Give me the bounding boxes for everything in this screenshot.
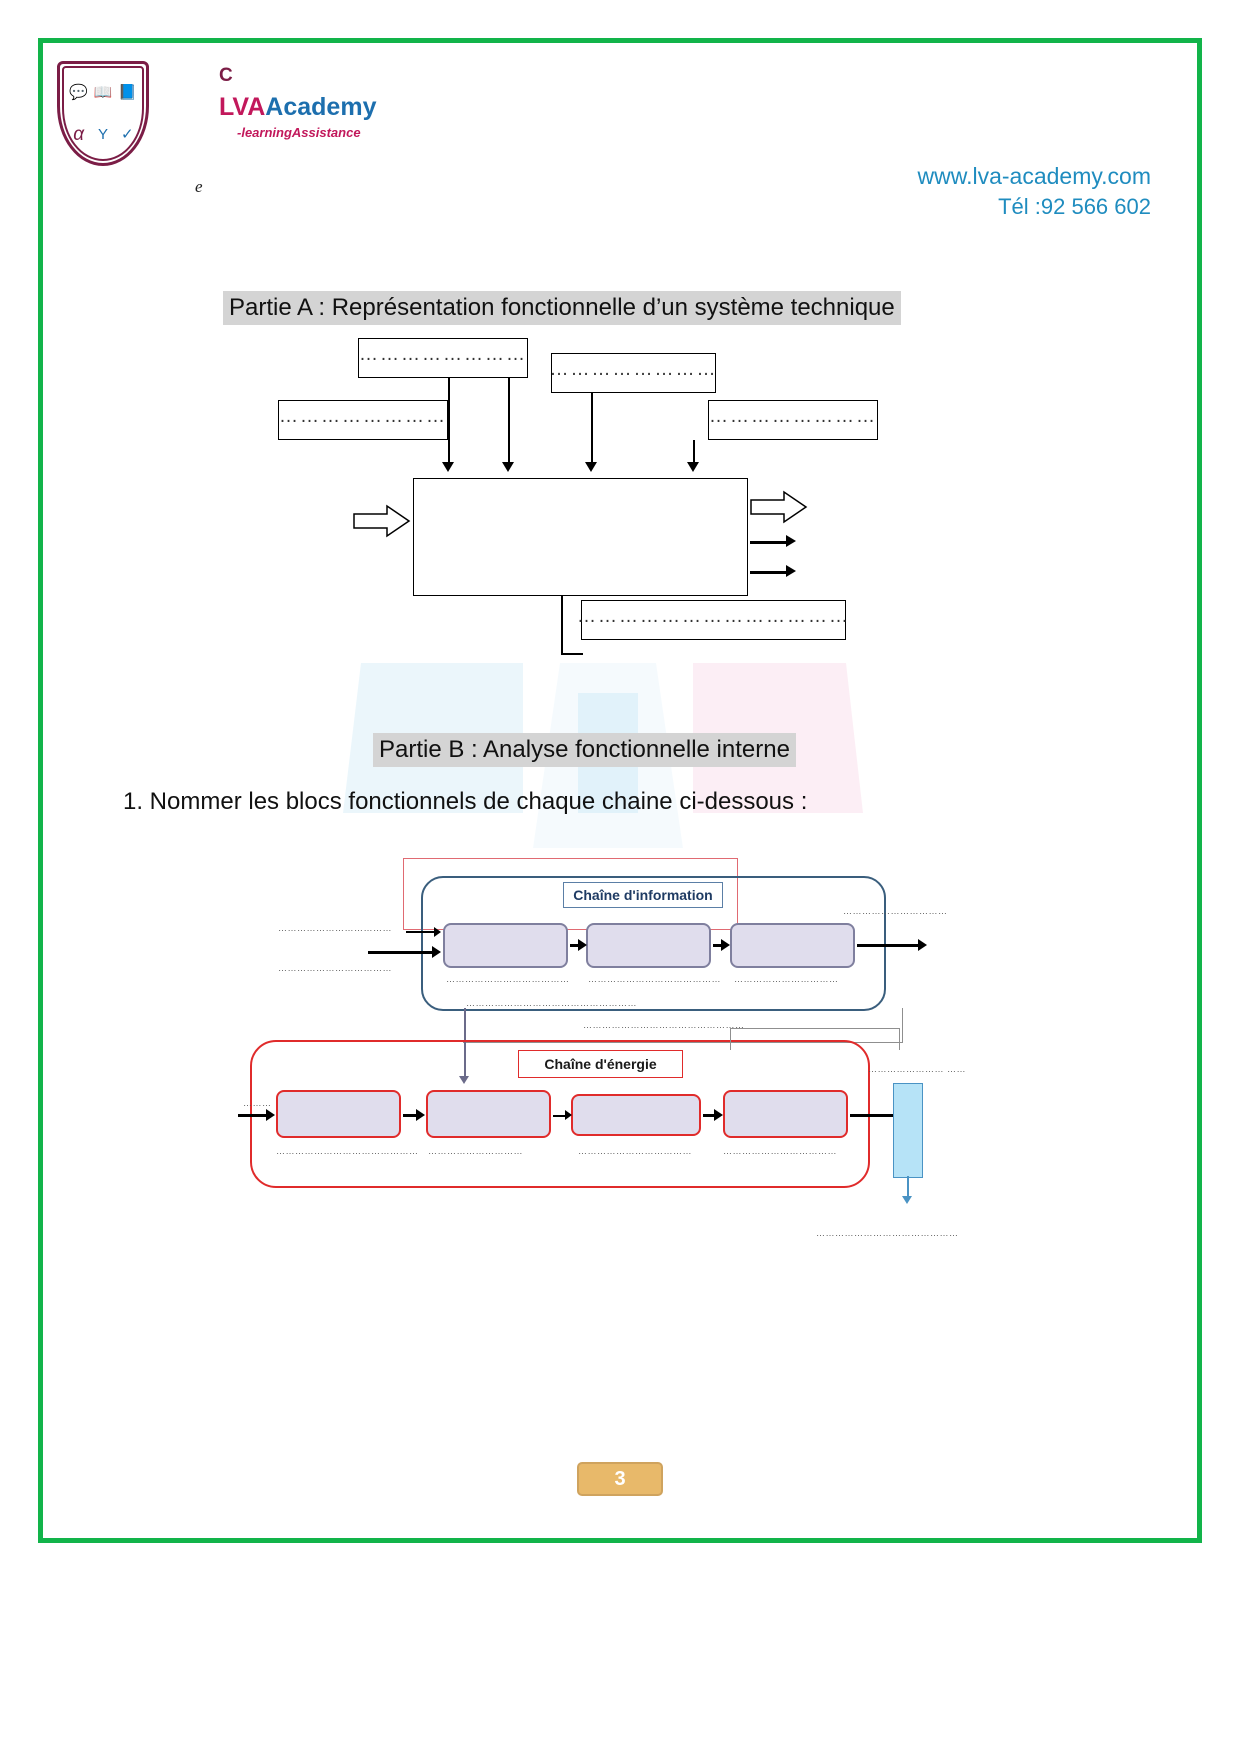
brand-e-letter: e [195, 177, 203, 196]
energy-block-1[interactable] [276, 1090, 401, 1138]
brand-tagline: -learningAssistance [237, 125, 361, 140]
info-arrow-in-bottom-head [432, 946, 441, 958]
info-block-1[interactable] [443, 923, 568, 968]
energy-block-3-caption: ……………………………… [578, 1146, 692, 1156]
energy-to-info-loop [730, 1028, 900, 1050]
energy-block-1-caption: ……………………………………… [276, 1146, 419, 1156]
energy-block-2-caption: ………………………… [428, 1146, 523, 1156]
info-block-2[interactable] [586, 923, 711, 968]
part-b-title-wrap [373, 733, 796, 767]
info-arrow-in-top [406, 931, 436, 933]
info-arrow-in-bottom [368, 951, 436, 954]
connector-arrow-4 [687, 462, 699, 472]
energy-input-dots: ……… [243, 1098, 272, 1108]
info-block-3-caption: …………………………… [734, 974, 839, 984]
chain-information-label: Chaîne d'information [563, 882, 723, 908]
connector-arrow-3 [585, 462, 597, 472]
output-arrow-3 [786, 565, 796, 577]
info-block-1-caption: ………………………………… [446, 974, 570, 984]
question-1-text: 1. Nommer les blocs fonctionnels de chaque chaine ci-dessous : [123, 788, 808, 815]
quote-icon: 💬 [69, 84, 88, 101]
output-arrow-2 [786, 535, 796, 547]
output-line-2 [750, 541, 788, 544]
energy-arrow-in-head [266, 1109, 275, 1121]
info-block-2-caption: …………………………………… [588, 974, 721, 984]
info-arrow-out-head [918, 939, 927, 951]
energy-arrow-3-4-head [714, 1109, 723, 1121]
bottom-connector-horizontal [561, 653, 583, 655]
input-box-top-mid[interactable]: …………………… [551, 353, 716, 393]
info-input-dots-bottom: ……………………………… [278, 963, 392, 973]
output-box-bottom[interactable]: ………………………………… [581, 600, 846, 640]
connector-line-1 [448, 378, 450, 468]
energy-block-4-caption: ……………………………… [723, 1146, 837, 1156]
info-lower-caption: …………………………………………… [583, 1020, 745, 1030]
energy-block-2[interactable] [426, 1090, 551, 1138]
actuator-output-arrow [902, 1196, 912, 1204]
actuator-output-line [907, 1176, 909, 1198]
actuator-block[interactable] [893, 1083, 923, 1178]
info-arrow-1-2-head [578, 939, 587, 951]
input-flow-arrow [353, 504, 411, 538]
contact-info [918, 161, 1151, 222]
info-output-dots: …………………………… [843, 906, 948, 916]
connector-line-2 [508, 378, 510, 468]
page-header [43, 43, 1197, 228]
part-b-title: Partie B : Analyse fonctionnelle interne [373, 733, 796, 767]
energy-block-4[interactable] [723, 1090, 848, 1138]
output-flow-arrow [750, 490, 808, 524]
phone-number: Tél :92 566 602 [998, 194, 1151, 220]
checkmark-icon: ✓ [121, 126, 134, 143]
connector-arrow-2 [502, 462, 514, 472]
brand-c-letter: C [219, 65, 234, 86]
alpha-icon: α [73, 124, 85, 145]
info-inner-caption: ……………………………………………… [466, 998, 637, 1008]
energy-arrow-2-3-head [565, 1110, 572, 1120]
output-line-3 [750, 571, 788, 574]
info-arrow-2-3-head [721, 939, 730, 951]
part-a-title-wrap [223, 291, 901, 325]
brand-name [219, 93, 376, 122]
energy-output-dots: ……………………………………… [816, 1228, 959, 1238]
crest-inner [62, 66, 144, 161]
brand-lva: LVA [219, 93, 266, 121]
input-box-second-left[interactable]: …………………… [278, 400, 448, 440]
energy-block-3[interactable] [571, 1094, 701, 1136]
energy-arrow-1-2-head [416, 1109, 425, 1121]
system-center-box[interactable] [413, 478, 748, 596]
brand-academy: Academy [265, 93, 377, 121]
book-icon: 📖 [93, 84, 113, 101]
lva-crest-logo [57, 61, 149, 166]
brand-block [219, 65, 376, 140]
part-b-chain-diagram [238, 858, 967, 1268]
website-link[interactable]: www.lva-academy.com [917, 163, 1151, 189]
info-arrow-out [857, 944, 922, 947]
actuator-caption: …………………… …… [868, 1064, 967, 1074]
info-block-3[interactable] [730, 923, 855, 968]
part-a-title: Partie A : Représentation fonctionnelle d’un système technique [223, 291, 901, 325]
open-book-icon: 📘 [117, 84, 137, 101]
connector-line-3 [591, 393, 593, 468]
input-box-second-right[interactable]: …………………… [708, 400, 878, 440]
info-arrow-in-top-head [434, 927, 441, 937]
page-number-badge: 3 [577, 1462, 663, 1496]
page-frame [38, 38, 1202, 1543]
chain-energy-label: Chaîne d'énergie [518, 1050, 683, 1078]
info-input-dots-top: ……………………………… [278, 923, 392, 933]
part-a-diagram [273, 338, 913, 668]
bottom-connector-vertical [561, 596, 563, 654]
input-box-top-left[interactable]: …………………… [358, 338, 528, 378]
connector-arrow-1 [442, 462, 454, 472]
watermark-logo [343, 663, 863, 878]
y-icon: Y [97, 126, 108, 143]
